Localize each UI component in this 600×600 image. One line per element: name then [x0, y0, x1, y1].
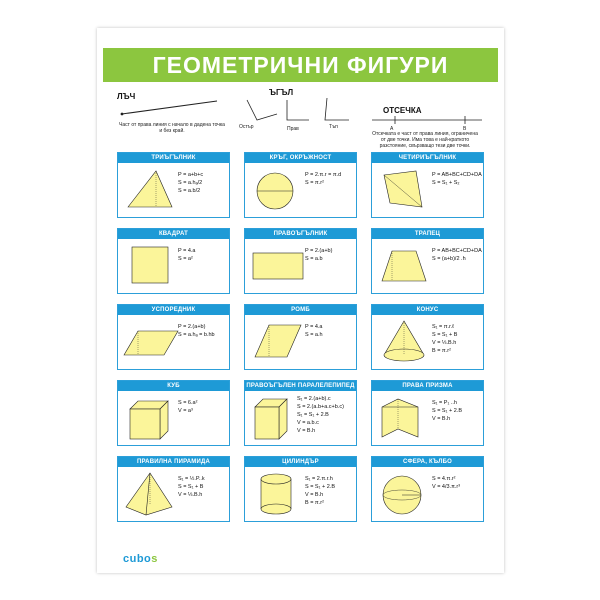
card-title: ПРАВА ПРИЗМА: [372, 381, 483, 391]
formula-list: [432, 323, 482, 355]
card-right-prism: [371, 380, 484, 446]
formula: V = ⅓.B.h: [432, 340, 457, 346]
formula: S = (a+b)/2 .h: [432, 256, 466, 262]
formula: S₁ = ½.P..k: [178, 476, 205, 482]
formula: V = a.b.c: [297, 420, 319, 426]
card-title: КРЪГ, ОКРЪЖНОСТ: [245, 153, 356, 163]
card-title: ЧЕТИРИЪГЪЛНИК: [372, 153, 483, 163]
formula-list: [432, 247, 482, 263]
formula: S = a.hₐ = b.hb: [178, 332, 215, 338]
triangle-figure: [120, 165, 180, 215]
formula: S = a²: [178, 256, 193, 262]
formula: S = π.r²: [305, 180, 324, 186]
formula: V = a³: [178, 408, 193, 414]
card-cuboid: [244, 380, 357, 446]
formula: S₁ = S₁ + 2.B: [297, 412, 329, 418]
formula: B = π.r²: [432, 348, 451, 354]
formula-list: [305, 475, 355, 507]
cube-figure: [120, 393, 180, 443]
formula: S = a.hₐ/2: [178, 180, 203, 186]
card-title: ЦИЛИНДЪР: [245, 457, 356, 467]
segment-point-a: A: [390, 126, 394, 132]
formula-list: [297, 395, 355, 435]
logo-accent: s: [151, 553, 158, 565]
formula-list: [432, 475, 482, 491]
card-cone: [371, 304, 484, 370]
cone-figure: [374, 317, 434, 367]
formula: S₁ = P₁ ..h: [432, 400, 457, 406]
formula: P = 2.(a+b): [178, 324, 206, 330]
angle-figure: [237, 94, 357, 124]
formula: V = 4/3.π.r³: [432, 484, 461, 490]
quadrilateral-figure: [374, 165, 434, 215]
poster-title: ГЕОМЕТРИЧНИ ФИГУРИ: [103, 48, 498, 82]
rhombus-figure: [247, 317, 307, 367]
angle-type-obtuse: Тъп: [329, 124, 338, 130]
card-title: СФЕРА, КЪЛБО: [372, 457, 483, 467]
formula: P = 2.π.r = π.d: [305, 172, 342, 178]
formula-list: [305, 323, 355, 339]
square-figure: [120, 241, 180, 291]
formula: S₁ = π.r.ℓ: [432, 324, 454, 330]
formula-list: [178, 323, 228, 339]
card-cube: [117, 380, 230, 446]
card-title: КУБ: [118, 381, 229, 391]
card-rectangle: [244, 228, 357, 294]
formula: S = 6.a²: [178, 400, 198, 406]
intro-section: [97, 88, 504, 148]
angle-label: ЪГЪЛ: [269, 88, 294, 97]
card-cylinder: [244, 456, 357, 522]
formula: V = B.h: [432, 416, 451, 422]
card-title: ТРИЪГЪЛНИК: [118, 153, 229, 163]
brand-logo: [123, 553, 158, 565]
formula: S = S₁ + 2.B: [305, 484, 335, 490]
formula-list: [305, 171, 355, 187]
formula: P = 2.(a+b): [305, 248, 333, 254]
cylinder-figure: [247, 469, 307, 519]
prism-figure: [374, 393, 434, 443]
segment-label: ОТСЕЧКА: [383, 106, 422, 115]
formula-list: [178, 171, 228, 195]
formula-list: [432, 399, 482, 423]
segment-figure: [367, 112, 487, 124]
formula: S = a.b/2: [178, 188, 201, 194]
card-title: КВАДРАТ: [118, 229, 229, 239]
formula: V = B.h: [305, 492, 324, 498]
formula: P = 4.a: [305, 324, 323, 330]
card-triangle: [117, 152, 230, 218]
trapezoid-figure: [374, 241, 434, 291]
card-title: ПРАВИЛНА ПИРАМИДА: [118, 457, 229, 467]
formula-list: [178, 475, 228, 499]
card-title: КОНУС: [372, 305, 483, 315]
angle-type-acute: Остър: [239, 124, 254, 130]
formula-list: [178, 247, 228, 263]
poster: [97, 28, 504, 573]
formula-list: [305, 247, 355, 263]
formula: P = AB+BC+CD+DA: [432, 172, 482, 178]
card-rhombus: [244, 304, 357, 370]
card-title: ТРАПЕЦ: [372, 229, 483, 239]
formula: P = 4.a: [178, 248, 196, 254]
formula-list: [178, 399, 228, 415]
formula: S = 4.π.r²: [432, 476, 456, 482]
ray-figure: [117, 98, 227, 118]
ray-label: ЛЪЧ: [117, 92, 136, 101]
formula: V = ⅓.B.h: [178, 492, 203, 498]
circle-figure: [247, 165, 307, 215]
pyramid-figure: [120, 469, 180, 519]
segment-point-b: B: [463, 126, 467, 132]
card-sphere: [371, 456, 484, 522]
formula: S = S₁ + 2.B: [432, 408, 462, 414]
formula: P = AB+BC+CD+DA: [432, 248, 482, 254]
card-square: [117, 228, 230, 294]
formula: P = a+b+c: [178, 172, 204, 178]
card-title: РОМБ: [245, 305, 356, 315]
card-title: ПРАВОЪГЪЛЕН ПАРАЛЕЛЕПИПЕД: [246, 383, 355, 389]
formula: S₁ = 2.(a+b).c: [297, 396, 331, 402]
card-trapezoid: [371, 228, 484, 294]
formula: S = S₁ + B: [432, 332, 458, 338]
formula: B = π.r²: [305, 500, 324, 506]
formula: S = S₁ + B: [178, 484, 204, 490]
segment-description: Отсечката е част от права линия, ограничена от две точки. Има това е най-краткото разстояние, свързващо тези две точки.: [372, 131, 478, 149]
rectangle-figure: [247, 241, 307, 291]
formula-list: [432, 171, 482, 187]
card-pyramid: [117, 456, 230, 522]
formula: S = a.b: [305, 256, 323, 262]
formula: S = 2.(a.b+a.c+b.c): [297, 404, 344, 410]
card-title: ПРАВОЪГЪЛНИК: [245, 229, 356, 239]
angle-type-right: Прав: [287, 126, 299, 132]
formula: S = a.h: [305, 332, 323, 338]
card-title: УСПОРЕДНИК: [118, 305, 229, 315]
formula: V = B.h: [297, 428, 316, 434]
card-circle: [244, 152, 357, 218]
card-parallelogram: [117, 304, 230, 370]
formula: S₁ = 2.π.r.h: [305, 476, 333, 482]
parallelogram-figure: [120, 317, 180, 367]
card-quadrilateral: [371, 152, 484, 218]
sphere-figure: [374, 469, 434, 519]
ray-description: Част от права линия с начало в дадена точка и без край.: [119, 122, 225, 134]
formula: S = S₁ + S₂: [432, 180, 460, 186]
logo-main: cubo: [123, 553, 152, 565]
